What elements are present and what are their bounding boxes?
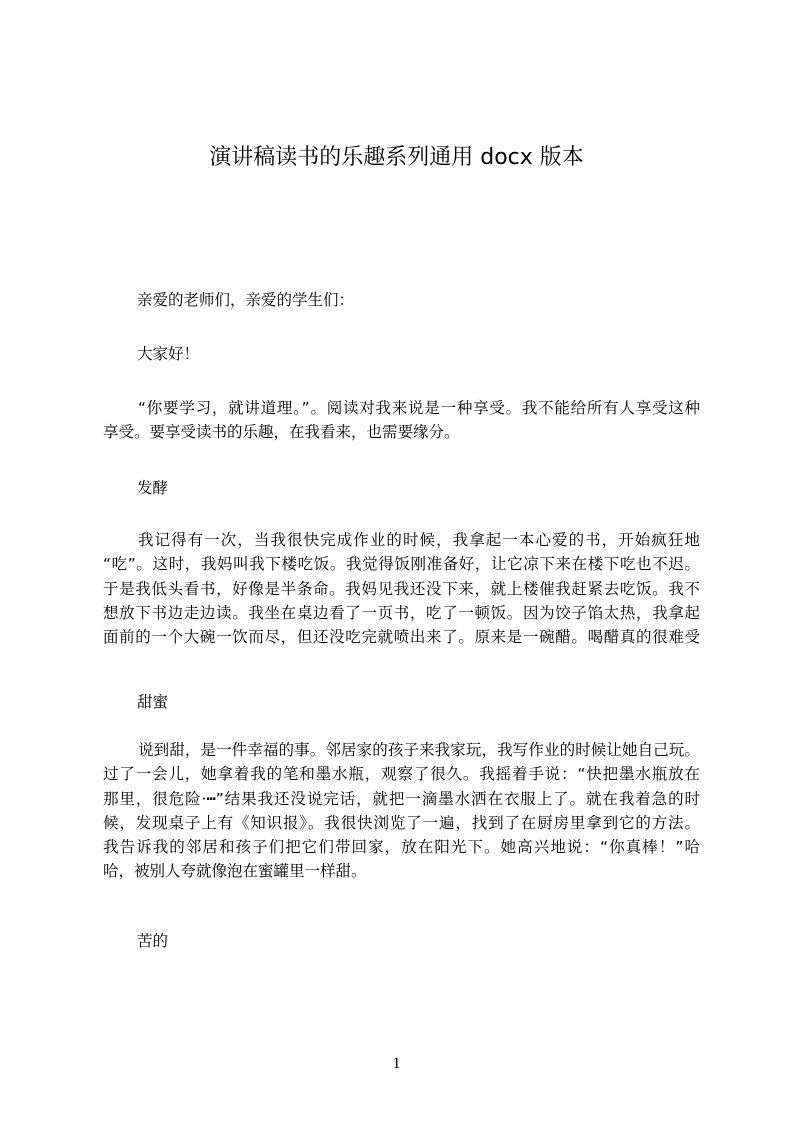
page-number: 1 — [392, 1055, 401, 1072]
paragraph-line: 想放下书边走边读。我坐在桌边看了一页书，吃了一顿饭。因为饺子馅太热，我拿起 — [103, 603, 700, 622]
paragraph-line: “你要学习，就讲道理。”。阅读对我来说是一种享受。我不能给所有人享受这种 — [138, 399, 700, 417]
paragraph-line: “吃”。这时，我妈叫我下楼吃饭。我觉得饭刚准备好，让它凉下来在楼下吃也不迟。 — [103, 555, 700, 574]
paragraph-line: 享受。要享受读书的乐趣，在我看来，也需要缘分。 — [103, 423, 460, 442]
paragraph-line: 哈，被别人夸就像泡在蜜罐里一样甜。 — [103, 862, 367, 881]
section-heading-bitter: 苦的 — [137, 932, 169, 950]
section-heading-sweet: 甜蜜 — [137, 693, 169, 711]
paragraph-2 — [103, 528, 700, 649]
paragraph-line: 候，发现桌子上有《知识报》。我很快浏览了一遍，找到了在厨房里拿到它的方法。 — [103, 813, 700, 832]
paragraph-1 — [103, 396, 700, 445]
greeting: 亲爱的老师们，亲爱的学生们： — [137, 291, 355, 309]
paragraph-line: 我告诉我的邻居和孩子们把它们带回家，放在阳光下。她高兴地说：“你真棒！”哈 — [103, 838, 700, 857]
hello: 大家好！ — [137, 345, 200, 363]
paragraph-line: 于是我低头看书，好像是半条命。我妈见我还没下来，就上楼催我赶紧去吃饭。我不 — [103, 579, 700, 598]
paragraph-line: 说到甜，是一件幸福的事。邻居家的孩子来我家玩，我写作业的时候让她自己玩。 — [138, 741, 700, 759]
paragraph-line: 面前的一个大碗一饮而尽，但还没吃完就喷出来了。原来是一碗醋。喝醋真的很难受 — [103, 628, 700, 647]
paragraph-3 — [103, 738, 700, 884]
section-heading-ferment: 发酵 — [137, 479, 169, 497]
paragraph-line: 我记得有一次，当我很快完成作业的时候，我拿起一本心爱的书，开始疯狂地 — [138, 531, 700, 549]
document-title: 演讲稿读书的乐趣系列通用 docx 版本 — [209, 145, 584, 170]
paragraph-line: 过了一会儿，她拿着我的笔和墨水瓶，观察了很久。我摇着手说：“快把墨水瓶放在 — [103, 765, 700, 784]
paragraph-line: 那里，很危险·┅”结果我还没说完话，就把一滴墨水洒在衣服上了。就在我着急的时 — [103, 789, 700, 808]
